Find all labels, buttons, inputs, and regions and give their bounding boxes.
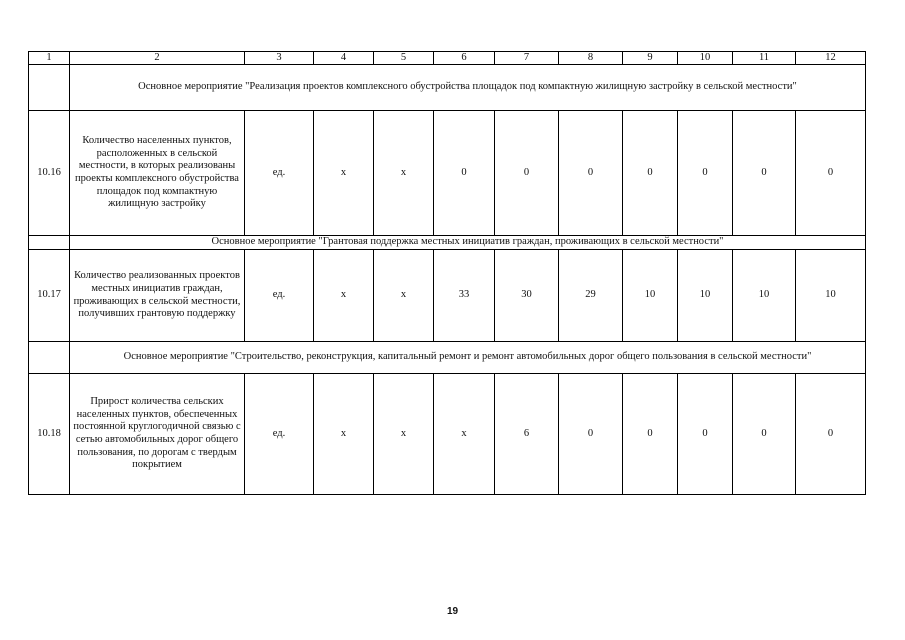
- value-cell: 0: [623, 374, 678, 495]
- column-header: 6: [434, 52, 495, 65]
- empty-cell: [29, 342, 70, 374]
- column-header: 2: [70, 52, 245, 65]
- empty-cell: [29, 65, 70, 111]
- table-row: [29, 111, 866, 236]
- page-number: 19: [446, 606, 459, 617]
- value-cell: х: [374, 250, 434, 342]
- value-cell: 10: [678, 250, 733, 342]
- indicator-name: Прирост количества сельских населенных пунктов, обеспеченных постоянной круглогодичной связью с сетью автомобильных дорог общего пользования, по дорогам с твердым покрытием: [70, 374, 245, 495]
- value-cell: 10: [733, 250, 796, 342]
- column-number-row: [29, 52, 866, 65]
- value-cell: 33: [434, 250, 495, 342]
- column-header: 9: [623, 52, 678, 65]
- value-cell: 0: [796, 374, 866, 495]
- column-header: 5: [374, 52, 434, 65]
- column-header: 3: [245, 52, 314, 65]
- value-cell: х: [374, 374, 434, 495]
- value-cell: 0: [796, 111, 866, 236]
- indicators-table: [28, 51, 866, 495]
- unit-cell: ед.: [245, 250, 314, 342]
- value-cell: х: [314, 374, 374, 495]
- column-header: 1: [29, 52, 70, 65]
- section-heading-row: [29, 65, 866, 111]
- value-cell: х: [314, 250, 374, 342]
- value-cell: 0: [559, 374, 623, 495]
- unit-cell: ед.: [245, 111, 314, 236]
- value-cell: 30: [495, 250, 559, 342]
- empty-cell: [29, 236, 70, 250]
- value-cell: 0: [434, 111, 495, 236]
- indicator-name: Количество реализованных проектов местных инициатив граждан, проживающих в сельской местности, получивших грантовую поддержку: [70, 250, 245, 342]
- section-heading: Основное мероприятие "Грантовая поддержка местных инициатив граждан, проживающих в сельской местности": [70, 236, 866, 250]
- column-header: 8: [559, 52, 623, 65]
- column-header: 11: [733, 52, 796, 65]
- value-cell: х: [314, 111, 374, 236]
- value-cell: 10: [796, 250, 866, 342]
- section-heading: Основное мероприятие "Строительство, реконструкция, капитальный ремонт и ремонт автомобильных дорог общего пользования в сельской местности": [70, 342, 866, 374]
- value-cell: 0: [678, 111, 733, 236]
- row-id: 10.17: [29, 250, 70, 342]
- row-id: 10.18: [29, 374, 70, 495]
- column-header: 4: [314, 52, 374, 65]
- value-cell: х: [434, 374, 495, 495]
- section-heading-row: [29, 236, 866, 250]
- indicator-name: Количество населенных пунктов, расположенных в сельской местности, в которых реализованы проекты комплексного обустройства площадок под компактную жилищную застройку: [70, 111, 245, 236]
- table-row: [29, 250, 866, 342]
- column-header: 10: [678, 52, 733, 65]
- value-cell: 0: [495, 111, 559, 236]
- value-cell: 0: [623, 111, 678, 236]
- value-cell: 0: [733, 111, 796, 236]
- column-header: 7: [495, 52, 559, 65]
- column-header: 12: [796, 52, 866, 65]
- value-cell: 6: [495, 374, 559, 495]
- value-cell: 0: [559, 111, 623, 236]
- value-cell: 0: [678, 374, 733, 495]
- value-cell: 10: [623, 250, 678, 342]
- table-row: [29, 374, 866, 495]
- section-heading: Основное мероприятие "Реализация проектов комплексного обустройства площадок под компактную жилищную застройку в сельской местности": [70, 65, 866, 111]
- value-cell: х: [374, 111, 434, 236]
- section-heading-row: [29, 342, 866, 374]
- row-id: 10.16: [29, 111, 70, 236]
- value-cell: 29: [559, 250, 623, 342]
- value-cell: 0: [733, 374, 796, 495]
- unit-cell: ед.: [245, 374, 314, 495]
